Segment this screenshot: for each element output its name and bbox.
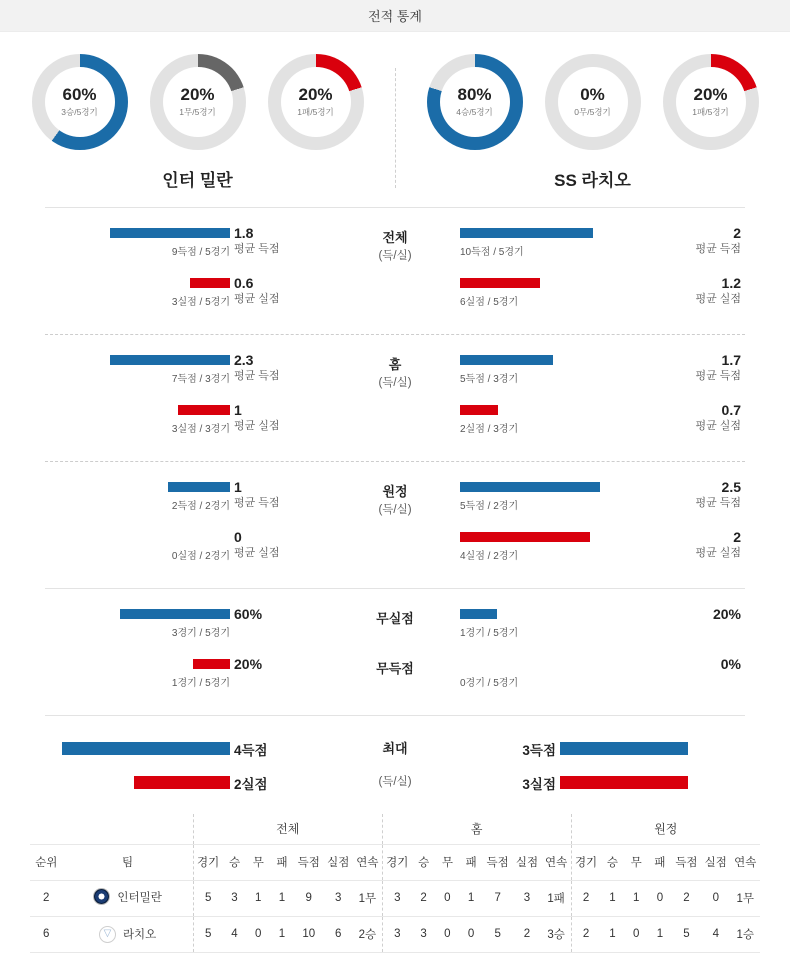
compare-group-away	[45, 461, 745, 588]
cell-all-draw: 0	[246, 916, 270, 952]
bar-caption: 9득점 / 5경기	[171, 247, 230, 258]
donut-percent: 20%	[298, 85, 333, 105]
center-sub: (득/실)	[378, 776, 412, 789]
compare-center-label	[330, 605, 460, 629]
donut-sub: 4승/5경기	[456, 106, 493, 117]
bar-caption: 3실점 / 5경기	[171, 297, 230, 308]
metric-value: 2	[733, 529, 741, 545]
cell-all-gf: 9	[294, 880, 324, 916]
metric-value: 20%	[712, 606, 741, 622]
right-side	[460, 605, 745, 647]
donut-chart	[150, 54, 246, 150]
bar-caption: 0실점 / 2경기	[171, 551, 230, 562]
bar-zone	[460, 351, 645, 393]
donut-row-right	[395, 54, 790, 150]
metric-label: 평균 실점	[234, 547, 280, 560]
bar-red	[460, 405, 498, 415]
metric-label: 평균 실점	[234, 293, 280, 306]
left-side	[45, 401, 330, 443]
compare-group-overall	[45, 207, 745, 334]
cell-home-loss: 1	[459, 880, 483, 916]
right-side	[460, 528, 745, 570]
metric-value: 2.5	[721, 479, 741, 495]
right-side	[460, 274, 745, 316]
donut-chart	[663, 54, 759, 150]
metric-label: 평균 득점	[234, 497, 280, 510]
metric-value: 0%	[720, 656, 741, 672]
center-main: 무실점	[376, 611, 414, 626]
bar-red	[178, 405, 230, 415]
compare-group-home	[45, 334, 745, 461]
max-value-left: 4득점	[234, 743, 268, 758]
bar-zone	[45, 655, 230, 697]
donut-percent: 20%	[693, 85, 728, 105]
bar-zone	[560, 742, 745, 756]
cell-home-ga: 2	[512, 916, 541, 952]
donut-left-draw	[150, 54, 246, 150]
col-gf: 득점	[672, 844, 701, 880]
bar-caption: 1경기 / 5경기	[171, 678, 230, 689]
metric-label: 평균 실점	[695, 293, 741, 306]
donut-left-win	[32, 54, 128, 150]
cell-rank: 6	[30, 916, 63, 952]
bar-zone	[560, 776, 745, 790]
metric-value: 0.6	[234, 275, 254, 291]
bar-zone	[460, 401, 645, 443]
compare-center-label	[330, 224, 460, 265]
bar-caption: 6실점 / 5경기	[460, 297, 519, 308]
value-box	[230, 528, 330, 562]
max-row-goals-for	[45, 732, 745, 766]
group-header-all: 전체	[193, 814, 382, 844]
col-draw: 무	[624, 844, 648, 880]
bar-zone	[45, 224, 230, 266]
metric-value: 1.8	[234, 225, 254, 241]
donut-chart	[32, 54, 128, 150]
team-label: 라치오	[122, 929, 157, 941]
right-side	[460, 224, 745, 266]
team-block-left	[0, 54, 395, 191]
metric-value: 60%	[234, 606, 263, 622]
group-header-away: 원정	[571, 814, 760, 844]
donut-right-draw	[545, 54, 641, 150]
max-value-left: 2실점	[234, 777, 268, 792]
value-box	[230, 224, 330, 258]
value-box	[645, 401, 745, 435]
cell-rank: 2	[30, 880, 63, 916]
value-box	[230, 351, 330, 385]
cell-away-draw: 1	[624, 880, 648, 916]
col-loss: 패	[648, 844, 672, 880]
right-side	[460, 351, 745, 393]
compare-center-spacer	[330, 274, 460, 278]
col-win: 승	[223, 844, 247, 880]
cell-away-ga: 4	[701, 916, 730, 952]
bar-caption: 0경기 / 5경기	[460, 678, 519, 689]
standings-table	[30, 814, 760, 953]
cell-all-win: 4	[223, 916, 247, 952]
col-ga: 실점	[512, 844, 541, 880]
compare-center-label	[330, 739, 460, 759]
metric-value: 0.7	[721, 402, 741, 418]
col-loss: 패	[459, 844, 483, 880]
bar-blue	[460, 609, 497, 619]
center-main: 무득점	[376, 661, 414, 676]
cell-home-streak: 1패	[542, 880, 571, 916]
donut-percent: 20%	[180, 85, 215, 105]
donut-percent: 0%	[580, 85, 605, 105]
cell-away-played: 2	[571, 880, 600, 916]
compare-row-goals-against	[45, 401, 745, 447]
center-sub: (득/실)	[378, 503, 412, 516]
compare-center-label	[330, 774, 460, 791]
bar-blue	[168, 482, 230, 492]
donut-hole	[676, 67, 746, 137]
cell-all-draw: 1	[246, 880, 270, 916]
metric-value: 0	[234, 529, 242, 545]
col-gf: 득점	[483, 844, 512, 880]
value-box	[645, 655, 745, 673]
max-row-goals-against	[45, 766, 745, 800]
donut-percent: 60%	[62, 85, 97, 105]
cell-all-streak: 2승	[353, 916, 382, 952]
compare-center-spacer	[330, 528, 460, 532]
bar-zone	[45, 742, 230, 756]
col-team: 팀	[63, 844, 194, 880]
donut-sub: 1무/5경기	[179, 106, 216, 117]
value-box	[645, 605, 745, 623]
col-played: 경기	[571, 844, 600, 880]
max-value-right: 3득점	[522, 743, 556, 758]
cell-away-draw: 0	[624, 916, 648, 952]
metric-label: 평균 득점	[695, 370, 741, 383]
metric-value: 20%	[234, 656, 263, 672]
cell-all-played: 5	[193, 916, 222, 952]
bar-caption: 10득점 / 5경기	[460, 247, 524, 258]
team-name-left: 인터 밀란	[162, 171, 233, 190]
value-box	[230, 478, 330, 512]
standings-table-wrap	[0, 808, 790, 953]
bar-caption: 2득점 / 2경기	[171, 501, 230, 512]
compare-row-goals-for	[45, 351, 745, 401]
compare-row-goals-for	[45, 478, 745, 528]
col-rank: 순위	[30, 844, 63, 880]
metric-value: 1.7	[721, 352, 741, 368]
cell-home-win: 3	[412, 916, 436, 952]
cell-home-played: 3	[382, 880, 411, 916]
value-box	[230, 274, 330, 308]
value-box	[645, 274, 745, 308]
col-win: 승	[412, 844, 436, 880]
donut-sub: 1패/5경기	[297, 106, 334, 117]
col-streak: 연속	[353, 844, 382, 880]
bar-blue	[560, 742, 688, 755]
center-main: 홈	[388, 357, 402, 372]
col-loss: 패	[270, 844, 294, 880]
donut-row-left	[0, 54, 395, 150]
donut-right-win	[427, 54, 523, 150]
col-gf: 득점	[294, 844, 324, 880]
bar-blue	[120, 609, 230, 619]
compare-row-goals-against	[45, 274, 745, 320]
cell-all-played: 5	[193, 880, 222, 916]
donut-hole	[440, 67, 510, 137]
team-label: 인터밀란	[117, 891, 162, 904]
value-box	[645, 224, 745, 258]
donut-hole	[45, 67, 115, 137]
bar-red	[193, 659, 230, 669]
value-box	[230, 655, 330, 673]
cell-away-gf: 2	[672, 880, 701, 916]
col-ga: 실점	[701, 844, 730, 880]
value-box	[230, 605, 330, 623]
cell-away-streak: 1승	[730, 916, 760, 952]
metric-label: 평균 실점	[695, 420, 741, 433]
compare-row-goals-against	[45, 528, 745, 574]
cell-away-win: 1	[601, 916, 625, 952]
cell-team[interactable]	[63, 916, 194, 952]
center-main: 전체	[382, 230, 408, 245]
value-box	[230, 401, 330, 435]
compare-center-label	[330, 478, 460, 519]
left-side	[45, 274, 330, 316]
cell-home-played: 3	[382, 916, 411, 952]
donut-left-loss	[268, 54, 364, 150]
metric-value: 1.2	[721, 275, 741, 291]
compare-center-label	[330, 351, 460, 392]
metric-value: 2	[733, 225, 741, 241]
donut-chart	[427, 54, 523, 150]
table-group-header-row	[30, 814, 760, 844]
bar-zone	[45, 605, 230, 647]
club-crest-icon	[93, 888, 110, 905]
bar-zone	[460, 478, 645, 520]
center-main: 최대	[382, 741, 408, 757]
bar-red	[460, 532, 590, 542]
bar-caption: 3경기 / 5경기	[171, 628, 230, 639]
col-played: 경기	[382, 844, 411, 880]
right-side	[460, 655, 745, 697]
left-side	[45, 605, 330, 647]
bar-blue	[110, 228, 230, 238]
cell-home-draw: 0	[436, 880, 460, 916]
left-side	[45, 478, 330, 520]
cell-home-streak: 3승	[542, 916, 571, 952]
comparison-section	[0, 207, 790, 808]
bar-zone	[460, 528, 645, 570]
center-sub: (득/실)	[378, 376, 412, 389]
col-played: 경기	[193, 844, 222, 880]
right-side	[460, 478, 745, 520]
metric-label: 평균 득점	[695, 497, 741, 510]
col-streak: 연속	[730, 844, 760, 880]
team-block-right	[395, 54, 790, 191]
cell-away-played: 2	[571, 916, 600, 952]
compare-group-max	[45, 715, 745, 808]
page-title: 전적 통계	[0, 0, 790, 32]
bar-zone	[45, 478, 230, 520]
col-draw: 무	[436, 844, 460, 880]
metric-label: 평균 실점	[695, 547, 741, 560]
right-side	[460, 401, 745, 443]
bar-zone	[460, 274, 645, 316]
cell-away-ga: 0	[701, 880, 730, 916]
max-value-right: 3실점	[522, 777, 556, 792]
bar-zone	[460, 605, 645, 647]
bar-blue	[460, 482, 600, 492]
donut-sub: 3승/5경기	[61, 106, 98, 117]
cell-home-gf: 5	[483, 916, 512, 952]
bar-blue	[110, 355, 230, 365]
value-box	[645, 528, 745, 562]
compare-center-label	[330, 655, 460, 679]
bar-zone	[45, 274, 230, 316]
center-main: 원정	[382, 484, 408, 499]
bar-caption: 5득점 / 2경기	[460, 501, 519, 512]
cell-away-win: 1	[601, 880, 625, 916]
col-draw: 무	[246, 844, 270, 880]
value-box	[645, 351, 745, 385]
table-column-header-row	[30, 844, 760, 880]
cell-away-loss: 0	[648, 880, 672, 916]
donut-hole	[558, 67, 628, 137]
metric-label: 평균 득점	[695, 243, 741, 256]
left-side	[45, 224, 330, 266]
bar-caption: 3실점 / 3경기	[171, 424, 230, 435]
table-row[interactable]	[30, 916, 760, 952]
left-side	[45, 528, 330, 570]
cell-team[interactable]	[63, 880, 194, 916]
metric-value: 1	[234, 402, 242, 418]
donut-hole	[281, 67, 351, 137]
bar-zone	[45, 401, 230, 443]
cell-all-ga: 3	[324, 880, 353, 916]
bar-caption: 7득점 / 3경기	[171, 374, 230, 385]
spacer-cell	[30, 814, 63, 844]
col-streak: 연속	[542, 844, 571, 880]
bar-zone	[45, 351, 230, 393]
compare-group-cleansheet	[45, 588, 745, 715]
bar-red	[560, 776, 688, 789]
donut-hole	[163, 67, 233, 137]
cell-all-win: 3	[223, 880, 247, 916]
donut-chart	[268, 54, 364, 150]
donut-chart	[545, 54, 641, 150]
value-box	[645, 478, 745, 512]
bar-caption: 4실점 / 2경기	[460, 551, 519, 562]
club-crest-icon: ▽	[99, 926, 116, 943]
bar-zone	[45, 776, 230, 790]
col-win: 승	[601, 844, 625, 880]
cell-home-gf: 7	[483, 880, 512, 916]
bar-red	[190, 278, 230, 288]
win-draw-loss-donuts	[0, 32, 790, 207]
bar-blue	[460, 228, 593, 238]
cell-home-win: 2	[412, 880, 436, 916]
metric-label: 평균 실점	[234, 420, 280, 433]
spacer-cell	[63, 814, 194, 844]
bar-red	[460, 278, 540, 288]
metric-label: 평균 득점	[234, 370, 280, 383]
compare-center-spacer	[330, 401, 460, 405]
compare-row-clean-sheet	[45, 605, 745, 655]
metric-value: 1	[234, 479, 242, 495]
bar-zone	[45, 528, 230, 570]
cell-away-streak: 1무	[730, 880, 760, 916]
donut-right-loss	[663, 54, 759, 150]
bar-caption: 5득점 / 3경기	[460, 374, 519, 385]
center-sub: (득/실)	[378, 249, 412, 262]
bar-zone	[460, 655, 645, 697]
cell-home-ga: 3	[512, 880, 541, 916]
cell-home-draw: 0	[436, 916, 460, 952]
cell-away-gf: 5	[672, 916, 701, 952]
donut-sub: 1패/5경기	[692, 106, 729, 117]
metric-value: 2.3	[234, 352, 254, 368]
col-ga: 실점	[324, 844, 353, 880]
cell-all-ga: 6	[324, 916, 353, 952]
cell-away-loss: 1	[648, 916, 672, 952]
donut-sub: 0무/5경기	[574, 106, 611, 117]
cell-all-loss: 1	[270, 880, 294, 916]
left-side	[45, 655, 330, 697]
compare-row-goals-for	[45, 224, 745, 274]
bar-caption: 1경기 / 5경기	[460, 628, 519, 639]
donut-percent: 80%	[457, 85, 492, 105]
table-row[interactable]	[30, 880, 760, 916]
cell-home-loss: 0	[459, 916, 483, 952]
compare-row-failed-to-score	[45, 655, 745, 701]
bar-blue	[460, 355, 553, 365]
bar-caption: 2실점 / 3경기	[460, 424, 519, 435]
cell-all-loss: 1	[270, 916, 294, 952]
bar-red	[134, 776, 230, 789]
bar-zone	[460, 224, 645, 266]
cell-all-streak: 1무	[353, 880, 382, 916]
bar-blue	[62, 742, 230, 755]
metric-label: 평균 득점	[234, 243, 280, 256]
cell-all-gf: 10	[294, 916, 324, 952]
group-header-home: 홈	[382, 814, 571, 844]
team-name-right: SS 라치오	[554, 171, 631, 190]
left-side	[45, 351, 330, 393]
